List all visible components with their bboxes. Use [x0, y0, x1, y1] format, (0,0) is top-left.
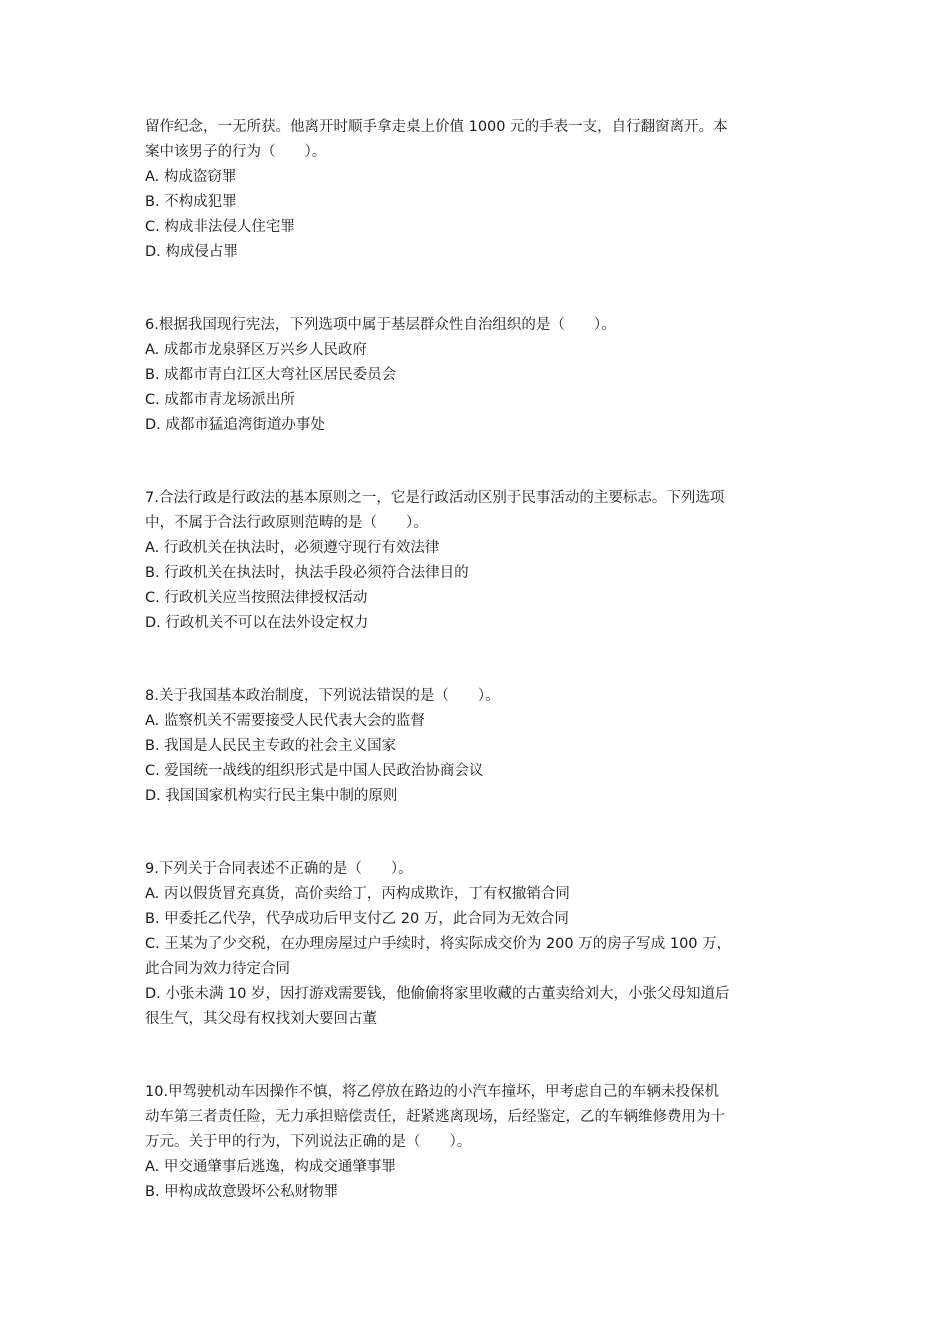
- option-d: D. 小张未满 10 岁，因打游戏需要钱，他偷偷将家里收藏的古董卖给刘大，小张父母知道后: [145, 986, 730, 1002]
- spacer: [145, 809, 810, 857]
- question-stem-line: 中，不属于合法行政原则范畴的是（ ）。: [145, 515, 428, 531]
- option-d: D. 构成侵占罪: [145, 244, 238, 260]
- question-7: [145, 486, 810, 636]
- document-content: [145, 115, 810, 1205]
- option-d: D. 我国国家机构实行民主集中制的原则: [145, 788, 398, 804]
- question-stem-line: 6.根据我国现行宪法，下列选项中属于基层群众性自治组织的是（ ）。: [145, 317, 616, 333]
- option-b: B. 我国是人民民主专政的社会主义国家: [145, 738, 397, 754]
- option-a: A. 行政机关在执法时，必须遵守现行有效法律: [145, 540, 440, 556]
- option-b: B. 成都市青白江区大弯社区居民委员会: [145, 367, 397, 383]
- option-c: C. 行政机关应当按照法律授权活动: [145, 590, 368, 606]
- option-b: B. 不构成犯罪: [145, 194, 237, 210]
- question-stem-line: 留作纪念，一无所获。他离开时顺手拿走桌上价值 1000 元的手表一支，自行翻窗离开。本: [145, 119, 728, 135]
- option-d: D. 行政机关不可以在法外设定权力: [145, 615, 369, 631]
- option-a: A. 构成盗窃罪: [145, 169, 237, 185]
- question-stem-line: 10.甲驾驶机动车因操作不慎，将乙停放在路边的小汽车撞坏，甲考虑自己的车辆未投保机: [145, 1084, 720, 1100]
- spacer: [145, 265, 810, 313]
- option-c: C. 成都市青龙场派出所: [145, 392, 295, 408]
- spacer: [145, 438, 810, 486]
- option-c: C. 爱国统一战线的组织形式是中国人民政治协商会议: [145, 763, 484, 779]
- option-a: A. 丙以假货冒充真货，高价卖给丁，丙构成欺诈，丁有权撤销合同: [145, 886, 570, 902]
- question-stem-line: 案中该男子的行为（ ）。: [145, 144, 327, 160]
- option-b: B. 行政机关在执法时，执法手段必须符合法律目的: [145, 565, 469, 581]
- option-a: A. 成都市龙泉驿区万兴乡人民政府: [145, 342, 367, 358]
- option-c: C. 构成非法侵人住宅罪: [145, 219, 295, 235]
- question-stem-line: 7.合法行政是行政法的基本原则之一，它是行政活动区别于民事活动的主要标志。下列选项: [145, 490, 725, 506]
- question-6: [145, 313, 810, 438]
- option-c-continued: 此合同为效力待定合同: [145, 961, 290, 977]
- spacer: [145, 636, 810, 684]
- question-9: [145, 857, 810, 1032]
- question-10: [145, 1080, 810, 1205]
- option-b: B. 甲构成故意毁坏公私财物罪: [145, 1184, 339, 1200]
- option-d: D. 成都市猛追湾街道办事处: [145, 417, 325, 433]
- question-stem-line: 动车第三者责任险，无力承担赔偿责任，赶紧逃离现场，后经鉴定，乙的车辆维修费用为十: [145, 1109, 725, 1125]
- question-8: [145, 684, 810, 809]
- option-d-continued: 很生气，其父母有权找刘大要回古董: [145, 1011, 377, 1027]
- option-b: B. 甲委托乙代孕，代孕成功后甲支付乙 20 万，此合同为无效合同: [145, 911, 569, 927]
- question-stem-line: 8.关于我国基本政治制度，下列说法错误的是（ ）。: [145, 688, 500, 704]
- question-stem-line: 万元。关于甲的行为，下列说法正确的是（ ）。: [145, 1134, 472, 1150]
- option-a: A. 监察机关不需要接受人民代表大会的监督: [145, 713, 425, 729]
- question-stem-line: 9.下列关于合同表述不正确的是（ ）。: [145, 861, 413, 877]
- option-c: C. 王某为了少交税，在办理房屋过户手续时，将实际成交价为 200 万的房子写成 100 万，: [145, 936, 732, 952]
- spacer: [145, 1032, 810, 1080]
- option-a: A. 甲交通肇事后逃逸，构成交通肇事罪: [145, 1159, 396, 1175]
- question-5: [145, 115, 810, 265]
